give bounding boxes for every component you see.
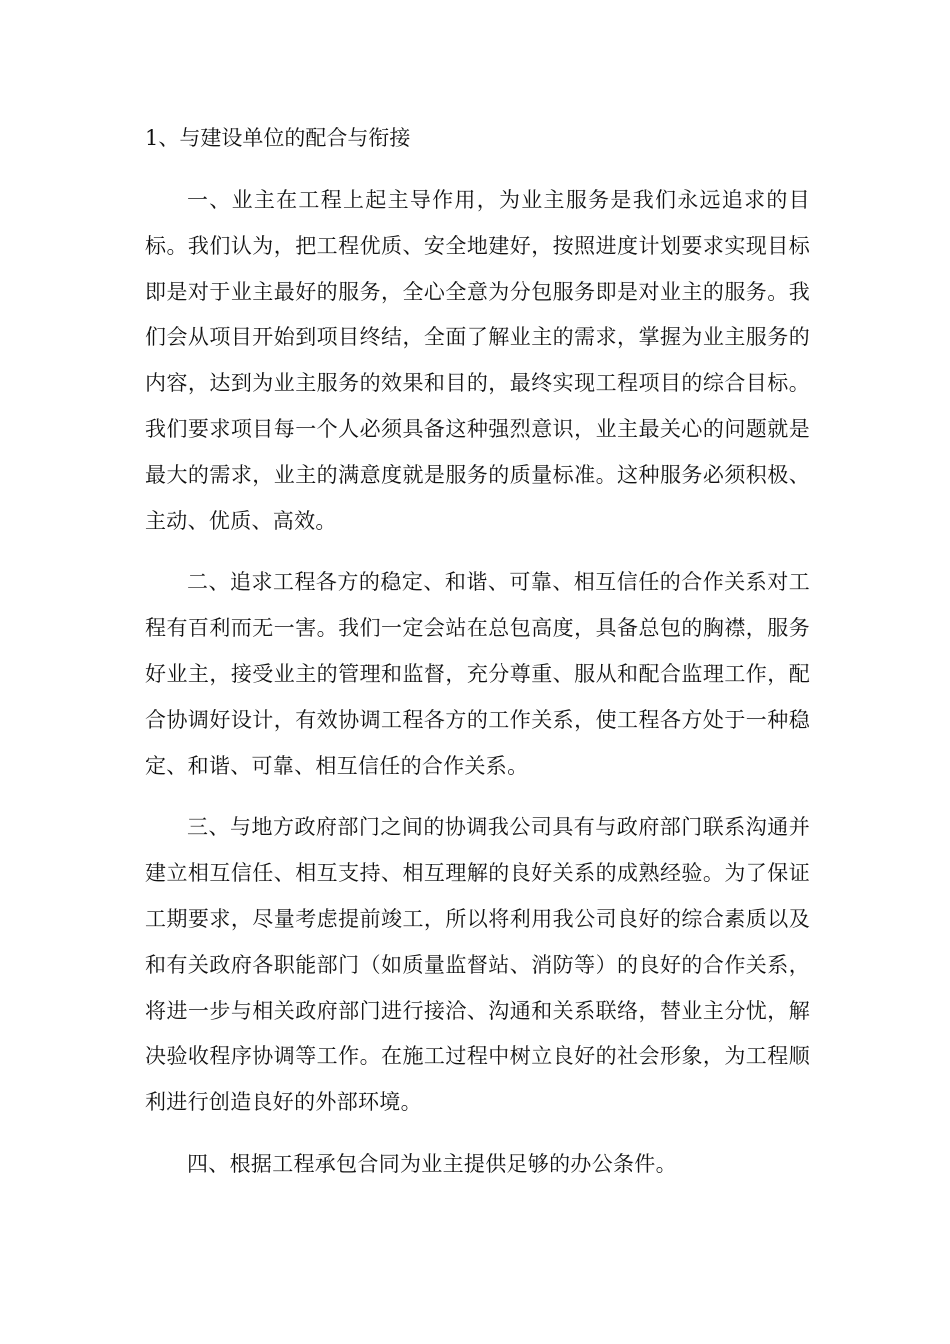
document-body: [145, 116, 810, 1188]
paragraph-3: 三、与地方政府部门之间的协调我公司具有与政府部门联系沟通并建立相互信任、相互支持、相互理解的良好关系的成熟经验。为了保证工期要求，尽量考虑提前竣工，所以将利用我公司良好的综合素质以及和有关政府各职能部门（如质量监督站、消防等）的良好的合作关系，将进一步与相关政府部门进行接洽、沟通和关系联络，替业主分忧，解决验收程序协调等工作。在施工过程中树立良好的社会形象，为工程顺利进行创造良好的外部环境。: [145, 815, 810, 1115]
paragraph-4: 四、根据工程承包合同为业主提供足够的办公条件。: [187, 1151, 677, 1176]
paragraph-2: 二、追求工程各方的稳定、和谐、可靠、相互信任的合作关系对工程有百利而无一害。我们一定会站在总包高度，具备总包的胸襟，服务好业主，接受业主的管理和监督，充分尊重、服从和配合监理工作，配合协调好设计，有效协调工程各方的工作关系，使工程各方处于一种稳定、和谐、可靠、相互信任的合作关系。: [145, 570, 810, 778]
paragraph-1: 一、业主在工程上起主导作用，为业主服务是我们永远追求的目标。我们认为，把工程优质、安全地建好，按照进度计划要求实现目标即是对于业主最好的服务，全心全意为分包服务即是对业主的服务。我们会从项目开始到项目终结，全面了解业主的需求，掌握为业主服务的内容，达到为业主服务的效果和目的，最终实现工程项目的综合目标。我们要求项目每一个人必须具备这种强烈意识，业主最关心的问题就是最大的需求，业主的满意度就是服务的质量标准。这种服务必须积极、主动、优质、高效。: [145, 188, 810, 533]
section-heading: 1、与建设单位的配合与衔接: [145, 126, 411, 150]
